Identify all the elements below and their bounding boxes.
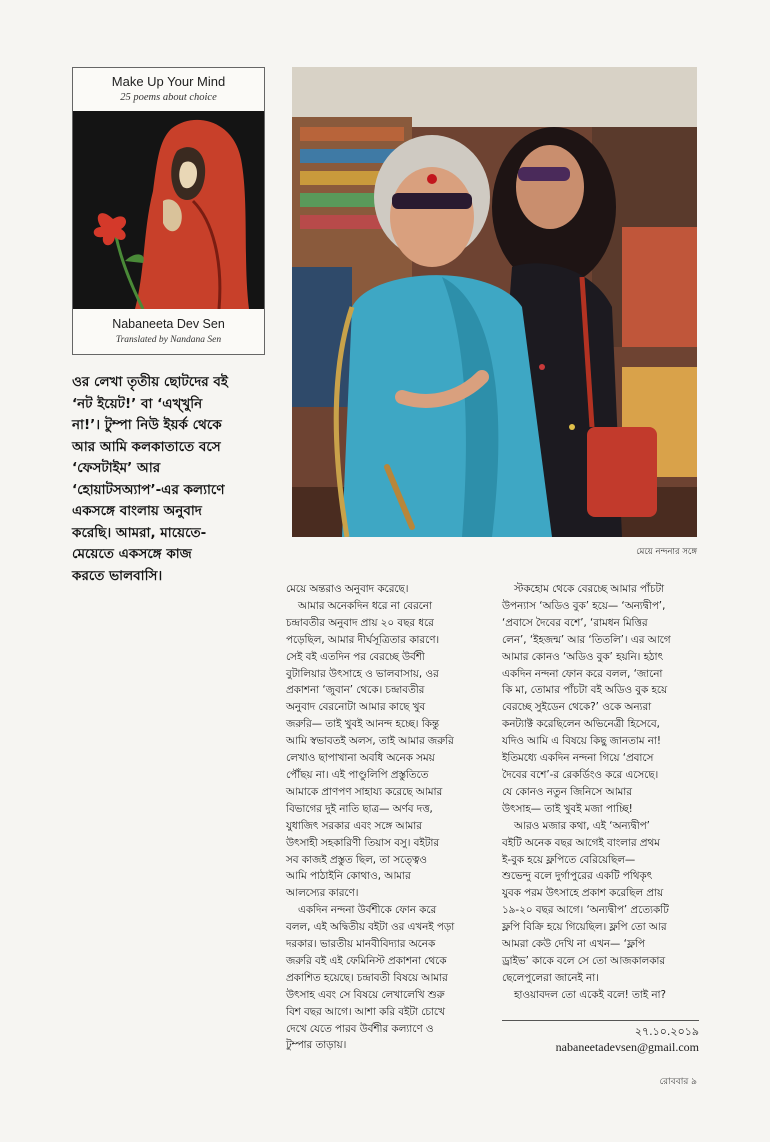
paragraph [502, 987, 714, 1004]
article-column-right [502, 581, 714, 1004]
text-line: উৎসাহ— তাই খুবই মজা পাচ্ছি! [502, 802, 633, 815]
pull-quote-line: ‘ফেসটাইম’ আর [72, 460, 161, 476]
text-line: জরুরি বই এই ফেমিনিস্ট প্রকাশনা থেকে [286, 954, 447, 967]
text-line: একদিন নন্দনা উর্বশীকে ফোন করে [298, 904, 437, 917]
text-line: ড্রাইভ’ কাকে বলে সে তো আজকালকার [502, 954, 666, 967]
book-cover-art [73, 111, 264, 309]
text-line: প্রকাশিত হয়েছে। চন্দ্রাবতী বিষয়ে আমার [286, 971, 448, 984]
pull-quote [72, 372, 270, 587]
text-line: আমার কোনও ‘অডিও বুক’ হয়নি। হঠাৎ [502, 650, 663, 663]
text-line: মেয়ে অন্তরাও অনুবাদ করেছে। [286, 583, 409, 595]
pull-quote-line: ওর লেখা তৃতীয় ছোটদের বই [72, 374, 228, 390]
text-line: বিভাগের দুই নাতি ছাত্র— অর্ণব দত্ত, [286, 802, 433, 815]
text-line: হাওয়াবদল তো একেই বলে! তাই না? [514, 988, 666, 1001]
text-line: চন্দ্রাবতীর অনুবাদ প্রায় ২০ বছর ধরে [286, 616, 434, 629]
mother-daughter-photo [292, 67, 697, 537]
text-line: ‘প্রবাসে দৈবের বশে’, ‘রামধন মিত্তির [502, 616, 648, 629]
text-line: ইতিমধ্যে একদিন নন্দনা গিয়ে ‘প্রবাসে [502, 752, 654, 765]
text-line: যুবক পরম উৎসাহে প্রকাশ করেছিল প্রায় [502, 887, 664, 900]
text-line: দরকার। ভারতীয় মানবীবিদ্যার অনেক [286, 938, 436, 951]
text-line: প্রকাশনা ‘জুবান’ থেকে। চন্দ্রাবতীর [286, 684, 425, 697]
text-line: দৈবের বশে’-র রেকর্ডিংও করে এসেছে। [502, 768, 659, 781]
pull-quote-line: ‘হোয়াটসঅ্যাপ’-এর কল্যাণে [72, 481, 225, 498]
text-line: টুম্পার তাড়ায়। [286, 1039, 347, 1052]
text-line: বিশ বছর আগে। আশা করি বইটা চোখে [286, 1005, 445, 1018]
text-line: আমি পাঠাইনি কোথাও, আমার [286, 870, 411, 883]
pull-quote-line: করতে ভালবাসি। [72, 567, 163, 584]
photo-caption: মেয়ে নন্দনার সঙ্গে [636, 547, 697, 557]
page-footer: রোববার ৯ [659, 1077, 697, 1087]
text-line: ফ্লপি বিক্রি হয়ে গিয়েছিল। ফ্লপি তো আর [502, 921, 667, 934]
paragraph [286, 902, 498, 1054]
signoff-date: ২৭.১০.২০১৯ [634, 1025, 699, 1038]
text-line: শুভেন্দু বলে দুর্গাপুরের একটি পথিকৃৎ [502, 870, 653, 883]
text-line: যদিও আমি এ বিষয়ে কিছু জানতাম না! [502, 735, 661, 748]
text-line: একদিন নন্দনা ফোন করে বলল, ‘জানো [502, 667, 663, 680]
text-line: যে কোনও নতুন জিনিসে আমার [502, 785, 632, 798]
text-line: কি মা, তোমার পাঁচটা বই অডিও বুক হয়ে [502, 684, 668, 697]
article-photo [292, 67, 697, 537]
text-line: উৎসাহী সহকারিণী তিয়াস বসু। বইটার [286, 836, 440, 849]
text-line: যুধাজিৎ সরকার এবং সঙ্গে আমার [286, 819, 422, 832]
text-line: সব কাজই প্রস্তুত ছিল, তা সত্ত্বেও [286, 853, 427, 866]
text-line: ই-বুক হয়ে ফ্লপিতে বেরিয়েছিল— [502, 853, 636, 866]
paragraph [286, 581, 498, 598]
book-author: Nabaneeta Dev Sen [112, 317, 225, 331]
text-line: বলল, এই অদ্বিতীয় বইটা ওর এখনই পড়া [286, 921, 455, 934]
book-translator: Translated by Nandana Sen [115, 335, 222, 345]
pull-quote-line: আর আমি কলকাতাতে বসে [72, 438, 221, 455]
text-line: বুটালিয়ার উৎসাহে ও ভালবাসায়, ওর [286, 667, 439, 680]
pull-quote-line: করেছি। আমরা, মায়েতে- [72, 524, 207, 541]
pull-quote-line: ‘নট ইয়েট!’ বা ‘এখ্খুনি [72, 395, 203, 412]
text-line: পড়েছিল, আমার দীর্ঘসূত্রিতার কারণে। [286, 633, 440, 646]
text-line: উৎসাহ এবং সে বিষয়ে লেখালেখি শুরু [286, 988, 445, 1001]
text-line: দেখে যেতে পারব উর্বশীর কল্যাণে ও [286, 1022, 434, 1035]
text-line: ১৯-২০ বছর আগে। ‘অন্যদ্বীপ’ প্রত্যেকটি [502, 904, 669, 917]
text-line: আমার অনেকদিন ধরে না বেরনো [298, 599, 432, 612]
text-line: জরুরি— তাই খুবই আনন্দ হচ্ছে। কিন্তু [286, 718, 439, 731]
text-line: স্টকহোম থেকে বেরচ্ছে আমার পাঁচটা [514, 583, 665, 595]
paragraph [502, 581, 714, 818]
text-line: ছেলেপুলেরা জানেই না। [502, 971, 599, 984]
text-line: আমাকে প্রাণপণ সাহায্য করেছে আমার [286, 785, 443, 798]
text-line: অনুবাদ বেরনোটা আমার কাছে খুব [286, 701, 426, 714]
book-title: Make Up Your Mind [111, 74, 226, 89]
author-email[interactable]: nabaneetadevsen@gmail.com [555, 1040, 699, 1054]
text-line: আমি স্বভাবতই অলস, তাই আমার জরুরি [286, 735, 454, 748]
article-column-left [286, 581, 498, 1054]
book-cover [72, 67, 265, 355]
text-line: আমরা কেউ দেখি না এখন— ‘ফ্লপি [502, 938, 645, 951]
pull-quote-line: একসঙ্গে বাংলায় অনুবাদ [72, 503, 202, 519]
text-line: সেই বই এতদিন পর বেরচ্ছে উর্বশী [286, 650, 425, 663]
pull-quote-line: মেয়েতে একসঙ্গে কাজ [72, 546, 192, 562]
paragraph [286, 598, 498, 902]
text-line: পৌঁছয় না। এই পাণ্ডুলিপি প্রস্তুতিতে [286, 768, 429, 781]
signoff-divider [502, 1020, 699, 1021]
woman-painting-illustration [73, 111, 264, 309]
paragraph [502, 818, 714, 987]
text-line: আলস্যের কারণে। [286, 887, 359, 900]
text-line: লেখাও ছাপাখানা অবধি অনেক সময় [286, 752, 435, 765]
book-subtitle: 25 poems about choice [120, 92, 217, 103]
text-line: বেরচ্ছে সুইডেন থেকে?’ ওকে অন্যরা [502, 701, 652, 714]
text-line: কনট্যাক্ট করেছিলেন অভিনেত্রী হিসেবে, [502, 718, 660, 731]
text-line: উপন্যাস ‘অডিও বুক’ হয়ে— ‘অন্যদ্বীপ’, [502, 599, 666, 612]
text-line: আরও মজার কথা, এই ‘অন্যদ্বীপ’ [514, 819, 650, 832]
pull-quote-line: না!’। টুম্পা নিউ ইয়র্ক থেকে [72, 417, 222, 433]
text-line: বইটি অনেক বছর আগেই বাংলার প্রথম [502, 836, 660, 849]
text-line: লেন’, ‘ইহজন্ম’ আর ‘তিতলি’। এর আগে [502, 633, 671, 646]
